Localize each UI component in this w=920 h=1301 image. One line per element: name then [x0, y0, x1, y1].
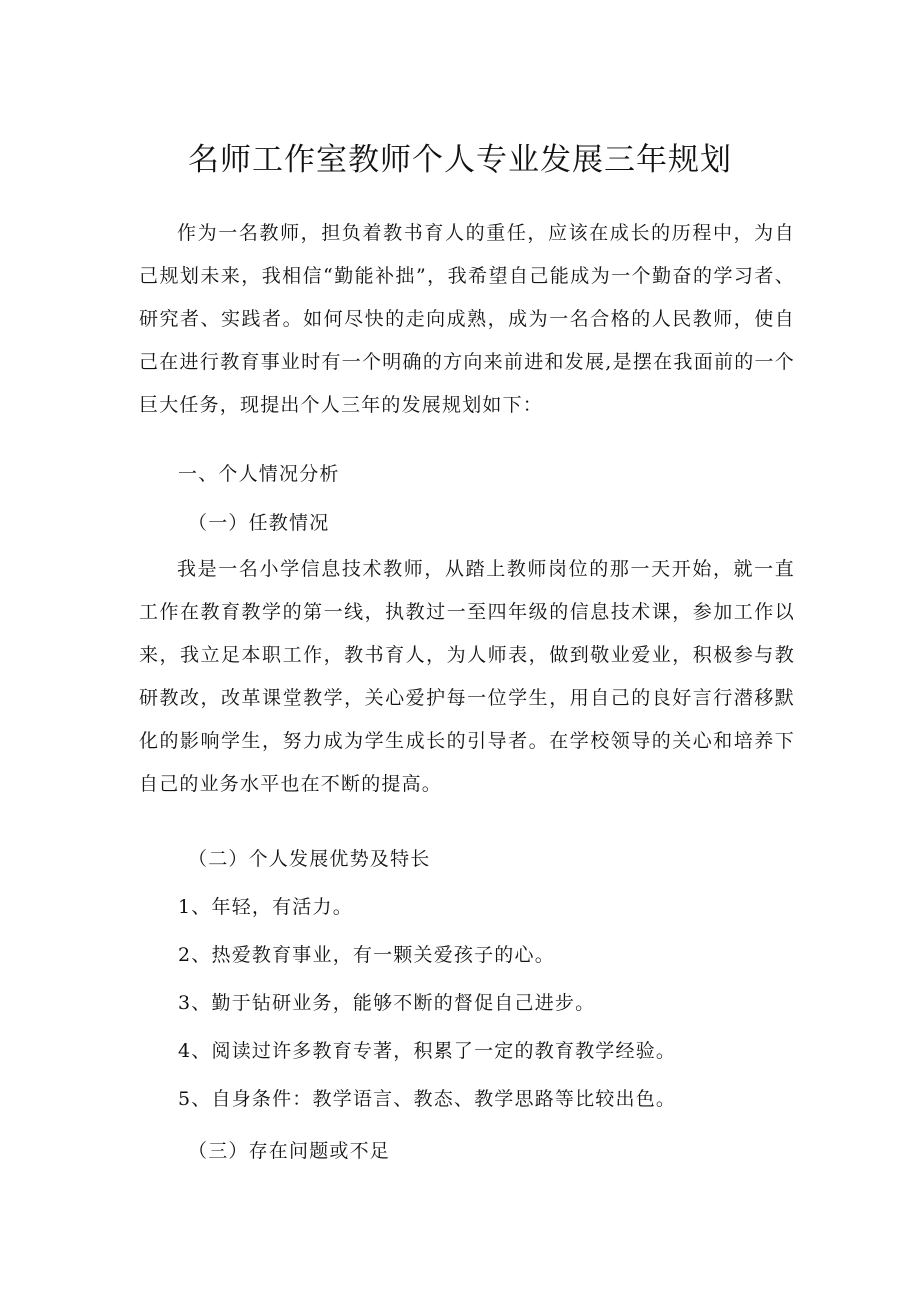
document-title: 名师工作室教师个人专业发展三年规划 — [188, 142, 732, 178]
section-heading-personal-analysis: 一、个人情况分析 — [178, 463, 340, 485]
strength-item: 2、热爱教育事业，有一颗关爱孩子的心。 — [178, 944, 555, 966]
strength-item: 1、年轻，有活力。 — [178, 896, 353, 918]
subsection-heading-problems: （三）存在问题或不足 — [188, 1140, 391, 1162]
intro-paragraph: 作为一名教师，担负着教书育人的重任，应该在成长的历程中，为自己规划未来，我相信“勤能补拙”，我希望自己能成为一个勤奋的学习者、研究者、实践者。如何尽快的走向成熟，成为一名合格的人民教师，使自己在进行教育事业时有一个明确的方向来前进和发展,是摆在我面前的一个巨大任务，现提出个人三年的发展规划如下： — [139, 222, 795, 416]
teaching-situation-paragraph: 我是一名小学信息技术教师，从踏上教师岗位的那一天开始，就一直工作在教育教学的第一线，执教过一至四年级的信息技术课，参加工作以来，我立足本职工作，教书育人，为人师表，做到敬业爱业，积极参与教研教改，改革课堂教学，关心爱护每一位学生，用自己的良好言行潜移默化的影响学生，努力成为学生成长的引导者。在学校领导的关心和培养下自己的业务水平也在不断的提高。 — [139, 558, 795, 795]
strength-item: 3、勤于钻研业务，能够不断的督促自己进步。 — [178, 992, 596, 1014]
strength-item: 4、阅读过许多教育专著，积累了一定的教育教学经验。 — [178, 1040, 677, 1062]
strength-item: 5、自身条件：教学语言、教态、教学思路等比较出色。 — [178, 1088, 677, 1110]
subsection-heading-strengths: （二）个人发展优势及特长 — [188, 848, 431, 870]
subsection-heading-teaching-situation: （一）任教情况 — [188, 512, 330, 534]
